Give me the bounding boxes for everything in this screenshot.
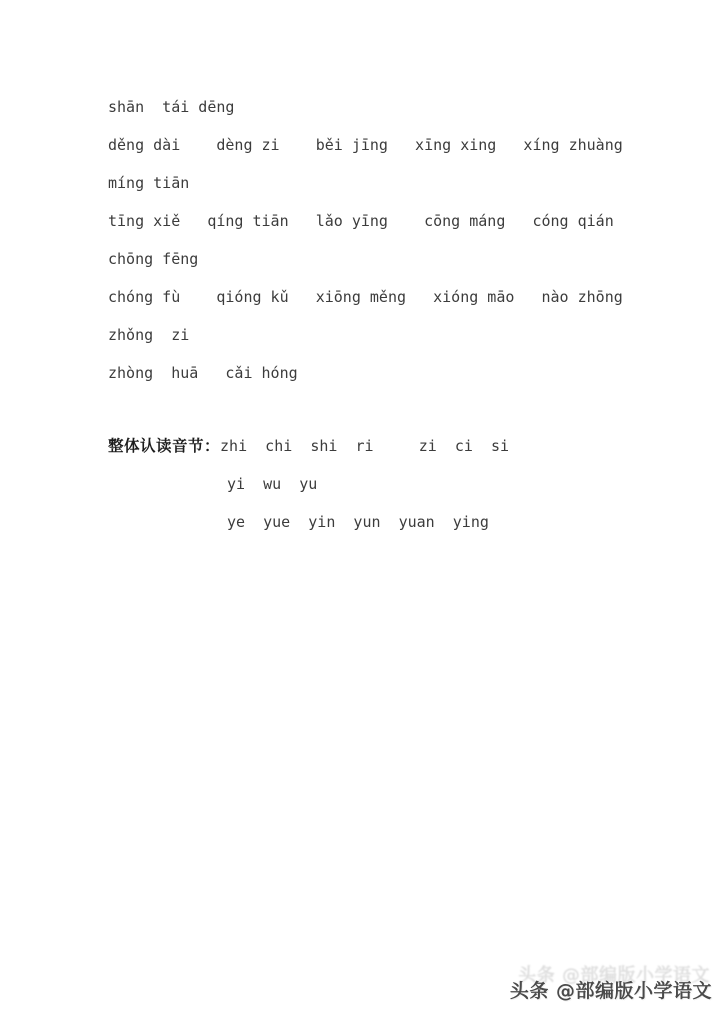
section-heading: 整体认读音节： (108, 437, 221, 455)
pinyin-word-list (108, 88, 623, 541)
pinyin-line: shān tái dēng (108, 98, 235, 116)
pinyin-line: chóng fù qióng kǔ xiōng měng xióng māo nào zhōng (108, 288, 623, 306)
watermark-text: 头条 @部编版小学语文 (509, 980, 712, 1002)
watermark (509, 965, 712, 1002)
pinyin-line: zhǒng zi (108, 326, 190, 344)
syllable-row: ye yue yin yun yuan ying (227, 513, 489, 531)
pinyin-line: tīng xiě qíng tiān lǎo yīng cōng máng cóng qián (108, 212, 614, 230)
watermark-ghost-text: 头条 @部编版小学语文 (518, 965, 710, 986)
syllable-row: zhi chi shi ri zi ci si (220, 437, 509, 455)
pinyin-line: míng tiān (108, 174, 190, 192)
pinyin-line: chōng fēng (108, 250, 199, 268)
pinyin-line: děng dài dèng zi běi jīng xīng xing xíng zhuàng (108, 136, 623, 154)
syllable-row: yi wu yu (227, 475, 318, 493)
whole-syllables-heading-line (108, 427, 623, 465)
pinyin-line: zhòng huā cǎi hóng (108, 364, 298, 382)
